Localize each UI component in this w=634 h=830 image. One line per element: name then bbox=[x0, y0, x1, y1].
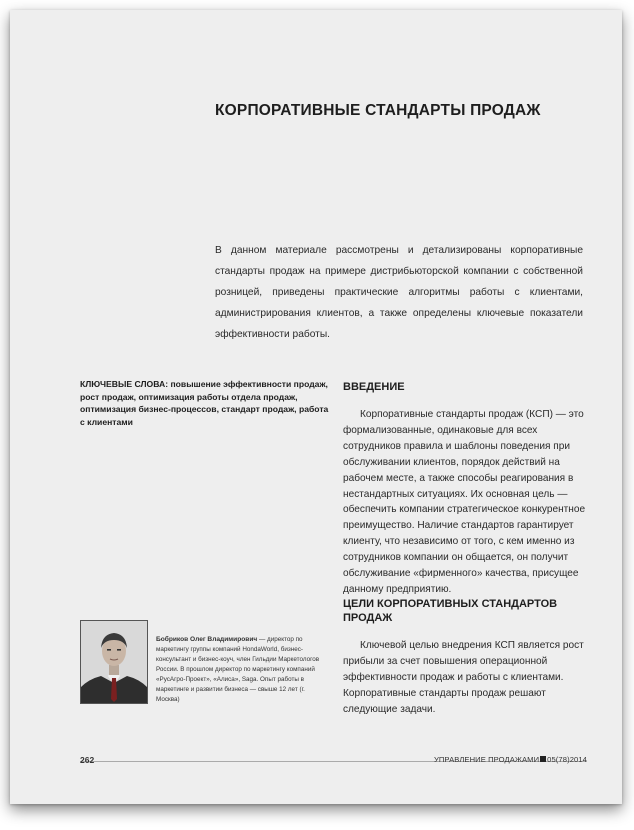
keywords-text: повышение эффективности продаж, рост продаж, оптимизация работы отдела продаж, оптимизация бизнес-процессов, стандарт продаж, работа с клиентами bbox=[80, 379, 329, 427]
square-bullet-icon bbox=[540, 756, 546, 762]
author-portrait-icon bbox=[81, 621, 147, 703]
keywords-block bbox=[80, 378, 330, 428]
section-heading-goals: ЦЕЛИ КОРПОРАТИВНЫХ СТАНДАРТОВ ПРОДАЖ bbox=[343, 598, 558, 624]
page-number: 262 bbox=[80, 755, 95, 765]
section-body-goals: Ключевой целью внедрения КСП является рост прибыли за счет повышения операционной эффективности продаж и работы с клиентами. Корпоративные стандарты продаж решают следующие задачи. bbox=[343, 640, 584, 715]
document-page bbox=[10, 10, 622, 804]
author-bio bbox=[156, 635, 326, 705]
article-title: КОРПОРАТИВНЫЕ СТАНДАРТЫ ПРОДАЖ bbox=[215, 102, 541, 119]
author-description: — директор по маркетингу группы компаний HondaWorld, бизнес-консультант и бизнес-коуч, член Гильдии Маркетологов России. В прошлом директор по маркетингу компаний «РусАгро-Проект», «Алиса», Saga. Опыт работы в маркетинге и развитии бизнеса — свыше 12 лет (г. Москва) bbox=[156, 636, 320, 703]
footer-magazine bbox=[434, 755, 587, 764]
issue-number: 05(78)2014 bbox=[547, 755, 587, 764]
abstract-text: В данном материале рассмотрены и детализированы корпоративные стандарты продаж на примере дистрибьюторской компании с собственной розницей, приведены практические алгоритмы работы с клиентами, администрирования клиентов, а также определены ключевые показатели эффективности работы. bbox=[215, 245, 583, 340]
magazine-name: УПРАВЛЕНИЕ ПРОДАЖАМИ bbox=[433, 755, 540, 764]
section-heading-intro: ВВЕДЕНИЕ bbox=[343, 381, 405, 393]
section-body-intro: Корпоративные стандарты продаж (КСП) — это формализованные, одинаковые для всех сотрудников правила и шаблоны поведения при обслуживании клиентов, порядок действий на рабочем месте, а также способы реагирования в нестандартных ситуациях. Их основная цель — обеспечить компании стратегическое конкурентное преимущество. Наличие стандартов гарантирует клиенту, что независимо от того, с кем именно из сотрудников компании он общается, он получит обслуживание «фирменного» качества, присущее данному предприятию. bbox=[343, 409, 586, 595]
keywords-label: КЛЮЧЕВЫЕ СЛОВА: bbox=[80, 379, 169, 389]
author-photo bbox=[80, 620, 148, 704]
article-abstract bbox=[215, 240, 583, 345]
author-name: Бобриков Олег Владимирович bbox=[156, 636, 258, 643]
